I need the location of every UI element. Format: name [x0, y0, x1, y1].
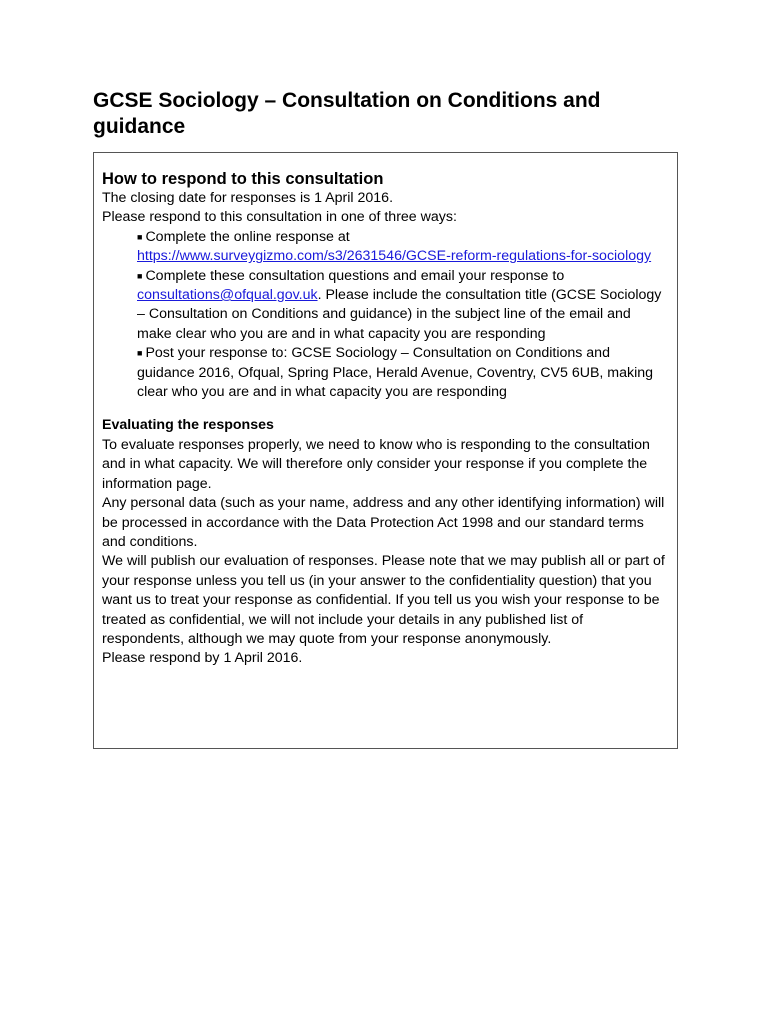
online-response-link[interactable]: https://www.surveygizmo.com/s3/2631546/GCSE-reform-regulations-for-sociology: [137, 248, 652, 265]
bullet-square-icon: ■: [137, 348, 143, 359]
email-response-instructions: . Please include the consultation title (GCSE Sociology – Consultation on Conditions and guidance) in the subject line of the email and make clear who you are and in what capacity you are responding: [137, 287, 662, 342]
evaluating-para-3: We will publish our evaluation of responses. Please note that we may publish all or part of your response unless you tell us (in your answer to the confidentiality question) that you want us to treat your response as confidential. If you tell us you wish your response to be treated as confidential, we will not include your details in any published list of respondents, although we may quote from your response anonymously.: [102, 553, 665, 647]
evaluating-para-4: Please respond by 1 April 2016.: [102, 650, 303, 667]
respond-box: [93, 152, 678, 749]
bullet-square-icon: ■: [137, 231, 143, 242]
respond-heading: How to respond to this consultation: [102, 170, 384, 188]
page-title: GCSE Sociology – Consultation on Conditions and guidance: [93, 89, 601, 138]
list-item: [137, 267, 669, 345]
closing-date-text: The closing date for responses is 1 April 2016.: [102, 190, 394, 206]
list-item: [137, 228, 669, 267]
evaluating-para-1: To evaluate responses properly, we need to know who is responding to the consultation and in what capacity. We will therefore only consider your response if you complete the information page.: [102, 436, 650, 492]
list-item: [137, 344, 669, 402]
email-response-text: Complete these consultation questions and email your response to: [145, 267, 565, 284]
post-response-text: Post your response to: GCSE Sociology – Consultation on Conditions and guidance 2016, Ofqual, Spring Place, Herald Avenue, Coventry, CV5 6UB, making clear who you are and in what capacity you are responding: [137, 345, 654, 401]
online-response-text: Complete the online response at: [145, 228, 350, 245]
evaluating-heading: Evaluating the responses: [102, 417, 274, 434]
response-methods-list: [102, 228, 669, 403]
consultations-email-link[interactable]: consultations@ofqual.gov.uk: [137, 287, 318, 304]
evaluating-para-2: Any personal data (such as your name, address and any other identifying information) will be processed in accordance with the Data Protection Act 1998 and our standard terms and conditions.: [102, 495, 665, 550]
respond-intro-text: Please respond to this consultation in one of three ways:: [102, 209, 457, 226]
bullet-square-icon: ■: [137, 270, 143, 281]
